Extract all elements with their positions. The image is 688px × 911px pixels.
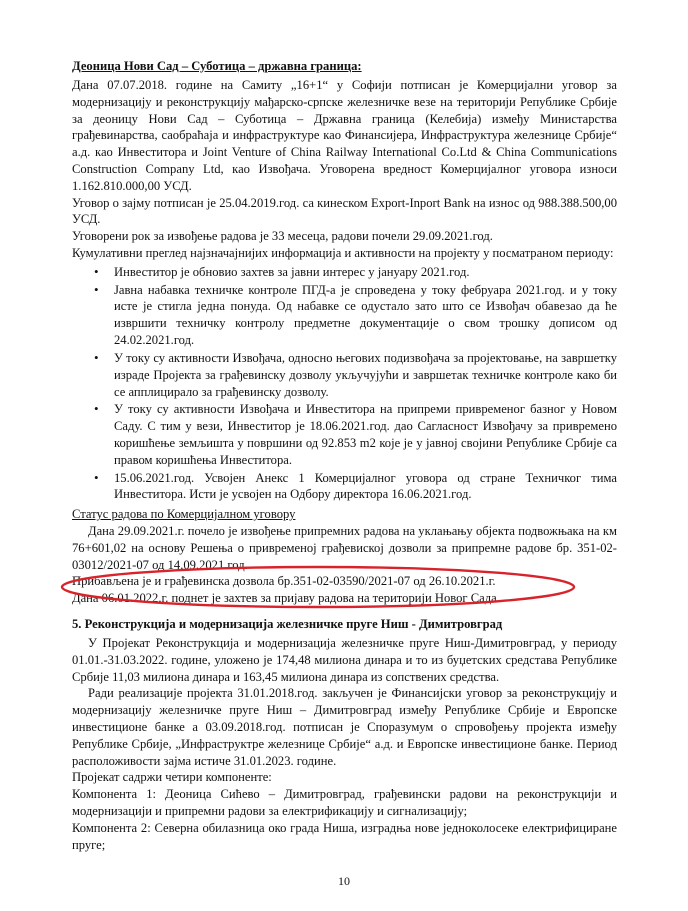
- paragraph-loan-agreement: Уговор о зајму потписан је 25.04.2019.год. са кинеском Export-Inport Bank на износ од 988.388.500,00 УСД.: [72, 195, 617, 227]
- bullet-icon: •: [94, 469, 99, 485]
- bullet-icon: •: [94, 281, 99, 297]
- page-number: 10: [338, 874, 350, 888]
- bullet-icon: •: [94, 263, 99, 279]
- document-body: [72, 58, 617, 853]
- paragraph-commercial-contract: Дана 07.07.2018. године на Самиту „16+1“ у Софији потписан је Комерцијални уговор за модернизацију и реконструкцију мађарско-српске железничке везе на територији Републике Србије за деоницу Нови Сад – Суботица – Државна граница (Келебија) између Министарства грађевинарства, саобраћаја и инфраструктуре као Финансијера, Инфраструктура железнице Србије“ а.д. као Инвеститора и Joint Venture of China Railway International Co.Ltd & China Communications Construction Company Ltd, као Извођача. Уговорена вредност Комерцијалног уговора износи 1.162.810.000,00 УСД.: [72, 77, 617, 193]
- paragraph-financial-agreement-eib: Ради реализације пројекта 31.01.2018.год. закључен је Финансијски уговор за реконструкцију и модернизацију железничке пруге Ниш – Димитровград између Републике Србије и Европске инвестиционе банке а 03.09.2018.год. потписан је Споразумум о спровођењу пројекта између Републике Србије, „Инфраструктре железнице Србије“ а.д. и Европске инвестиционе банке. Период расположивости зајма истиче 31.01.2023. године.: [72, 686, 617, 768]
- list-item: [72, 470, 617, 504]
- list-item: [72, 264, 617, 281]
- paragraph-status-of-works: Дана 29.09.2021.г. почело је извођење припремних радова на уклањању објекта подвожњака на км 76+601,02 на основу Решења о привременој грађевиској дозволи за припремне радове бр. 351-02-03012/2021-07 од 14.09.2021.год.: [72, 524, 617, 572]
- list-item-text: У току су активности Извођача, односно његових подизвођача за пројектовање, на завршетку израде Пројекта за грађевинску дозволу укључујући и завршетак техничке контроле како би се апплицирало за грађевинску дозволу.: [114, 350, 617, 399]
- bullet-icon: •: [94, 349, 99, 365]
- list-item-text: У току су активности Извођача и Инвеститора на припреми привременог базног у Новом Саду. С тим у вези, Инвеститор је 18.06.2021.год. дао Сагласност Извођачу за привремено коришћење земљишта у површини од 92.853 m2 које је у јавној својини Републике Србије са правом коришћења Инвеститора.: [114, 402, 617, 467]
- paragraph-investment-amounts: У Пројекат Реконструкција и модернизација железничке пруге Ниш-Димитровград, у периоду 01.01.-31.03.2022. године, уложено је 174,48 милиона динара и то из буџетских средстава Републике Србије 11,03 милиона динара и 163,45 милиона динара из сопствених средства.: [72, 635, 617, 684]
- paragraph-works-deadline: Уговорени рок за извођење радова је 33 месеца, радови почели 29.09.2021.год.: [72, 229, 493, 244]
- bullet-icon: •: [94, 401, 99, 417]
- paragraph-component-2: Компонента 2: Северна обилазница око града Ниша, изградња нове једноколосеке електрифициране пруге;: [72, 820, 617, 852]
- paragraph-component-1: Компонента 1: Деоница Сићево – Димитровград, грађевински радови на реконструкцији и модернизацији и припремни радови за електрификацију и сигнализацију;: [72, 787, 617, 818]
- section-heading-novi-sad-subotica: Деоница Нови Сад – Суботица – државна граница:: [72, 59, 362, 73]
- paragraph-building-permit: Прибављена је и грађевинска дозвола бр.351-02-03590/2021-07 од 26.10.2021.г.: [72, 574, 496, 589]
- activity-bullet-list: [72, 264, 617, 503]
- paragraph-four-components: Пројекат садржи четири компоненте:: [72, 770, 272, 785]
- list-item: [72, 350, 617, 400]
- list-item-text: Јавна набавка техничке контроле ПГД-а је спроведена у току фебруара 2021.год. и у току исте је стигла једна понуда. Од набавке се одустало зато што се Извођач обавезао да ће извршити техничку контролу предметне документације о свом трошку дописом од 24.02.2021.год.: [114, 282, 617, 348]
- list-item: [72, 282, 617, 349]
- list-item-text: 15.06.2021.год. Усвојен Анекс 1 Комерцијалног уговора од стране Техничког тима Инвеститора. Исти је усвојен на Одбору директора 16.06.2021.год.: [114, 470, 617, 502]
- subsection-heading-status-of-works: Статус радова по Комерцијалном уговору: [72, 507, 296, 522]
- list-item-text: Инвеститор је обновио захтев за јавни интерес у јануару 2021.год.: [114, 264, 470, 279]
- section-heading-nis-dimitrovgrad: 5. Реконструкција и модернизација железничке пруге Ниш - Димитровград: [72, 617, 503, 632]
- list-item: [72, 401, 617, 468]
- annotated-block: [72, 573, 617, 607]
- paragraph-cumulative-overview: Кумулативни преглед најзначајнијих информација и активности на пројекту у посматраном периоду:: [72, 246, 614, 260]
- paragraph-works-registration-request: Дана 06.01.2022.г. поднет је захтев за пријаву радова на територији Новог Сада.: [72, 591, 500, 606]
